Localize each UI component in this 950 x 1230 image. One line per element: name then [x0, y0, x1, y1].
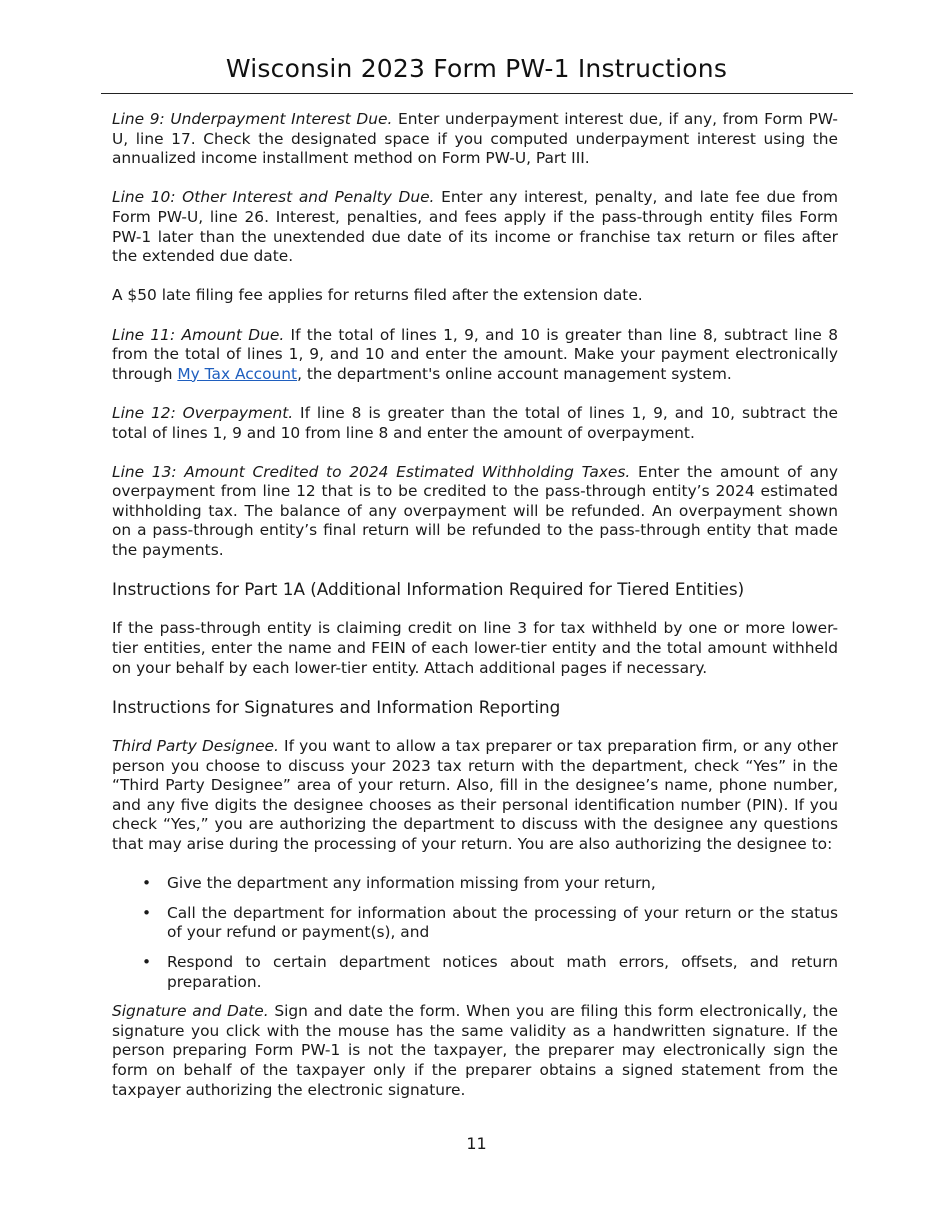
- signature-date-paragraph: [112, 1002, 838, 1100]
- main-content: [112, 110, 838, 1120]
- line11-lead: Line 11: Amount Due.: [112, 325, 285, 344]
- line10-paragraph: [112, 188, 838, 266]
- line12-lead: Line 12: Overpayment.: [112, 403, 294, 422]
- third-party-designee-paragraph: [112, 737, 838, 855]
- line12-body: If line 8 is greater than the total of lines 1, 9, and 10, subtract the total of lines 1, 9 and 10 from line 8 and enter the amount of overpayment.: [112, 403, 838, 442]
- list-item-text: Call the department for information about the processing of your return or the status of your refund or payment(s), and: [167, 903, 838, 942]
- line12-paragraph: [112, 404, 838, 443]
- title-divider: [101, 93, 853, 94]
- line11-body: If the total of lines 1, 9, and 10 is greater than line 8, subtract line 8 from the total of lines 1, 9, and 10 and enter the amount. Make your payment electronically through: [112, 325, 839, 383]
- late-fee-paragraph: A $50 late filing fee applies for returns filed after the extension date.: [112, 286, 643, 305]
- line13-paragraph: [112, 463, 838, 561]
- line13-body: Enter the amount of any overpayment from line 12 that is to be credited to the pass-through entity’s 2024 estimated withholding tax. The balance of any overpayment will be refunded. An overpayment shown on a pass-through entity’s final return will be refunded to the pass-through entity that made the payments.: [112, 462, 838, 560]
- list-item: [112, 953, 838, 992]
- my-tax-account-link[interactable]: My Tax Account: [177, 364, 298, 383]
- part1a-paragraph: If the pass-through entity is claiming credit on line 3 for tax withheld by one or more lower-tier entities, enter the name and FEIN of each lower-tier entity and the total amount withheld on your behalf by each lower-tier entity. Attach additional pages if necessary.: [112, 619, 838, 677]
- bullet-icon: •: [142, 903, 152, 922]
- designee-body: If you want to allow a tax preparer or tax preparation firm, or any other person you choose to discuss your 2023 tax return with the department, check “Yes” in the “Third Party Designee” area of your return. Also, fill in the designee’s name, phone number, and any five digits the designee chooses as their personal identification number (PIN). If you check “Yes,” you are authorizing the department to discuss with the designee any questions that may arise during the processing of your return. You are also authorizing the designee to:: [112, 737, 839, 853]
- line9-lead: Line 9: Underpayment Interest Due.: [112, 110, 393, 128]
- line10-lead: Line 10: Other Interest and Penalty Due.: [112, 188, 435, 207]
- page-number: 11: [466, 1134, 487, 1153]
- page-title: Wisconsin 2023 Form PW-1 Instructions: [225, 54, 728, 83]
- bullet-icon: •: [142, 952, 152, 971]
- signature-lead: Signature and Date.: [112, 1002, 269, 1021]
- designee-authorization-list: [112, 874, 838, 992]
- part1a-heading: Instructions for Part 1A (Additional Information Required for Tiered Entities): [112, 579, 745, 600]
- line9-paragraph: [112, 110, 838, 169]
- line10-body: Enter any interest, penalty, and late fee due from Form PW-U, line 26. Interest, penalties, and fees apply if the pass-through entity files Form PW-1 later than the unextended due date of its income or franchise tax return or files after the extended due date.: [112, 188, 838, 266]
- line13-lead: Line 13: Amount Credited to 2024 Estimated Withholding Taxes.: [112, 462, 631, 481]
- line9-body: Enter underpayment interest due, if any, from Form PW-U, line 17. Check the designated space if you computed underpayment interest using the annualized income installment method on Form PW-U, Part III.: [112, 110, 838, 168]
- list-item: [112, 874, 838, 894]
- bullet-icon: •: [142, 874, 152, 893]
- signatures-heading: Instructions for Signatures and Information Reporting: [112, 696, 561, 717]
- list-item-text: Give the department any information missing from your return,: [167, 874, 656, 893]
- line11-paragraph: [112, 326, 838, 385]
- signature-body: Sign and date the form. When you are filing this form electronically, the signature you click with the mouse has the same validity as a handwritten signature. If the person preparing Form PW-1 is not the taxpayer, the preparer may electronically sign the form on behalf of the taxpayer only if the preparer obtains a signed statement from the taxpayer authorizing the electronic signature.: [112, 1002, 839, 1099]
- line11-tail: , the department's online account management system.: [297, 364, 732, 383]
- list-item: [112, 904, 838, 943]
- designee-lead: Third Party Designee.: [112, 737, 279, 755]
- list-item-text: Respond to certain department notices about math errors, offsets, and return preparation.: [167, 952, 838, 991]
